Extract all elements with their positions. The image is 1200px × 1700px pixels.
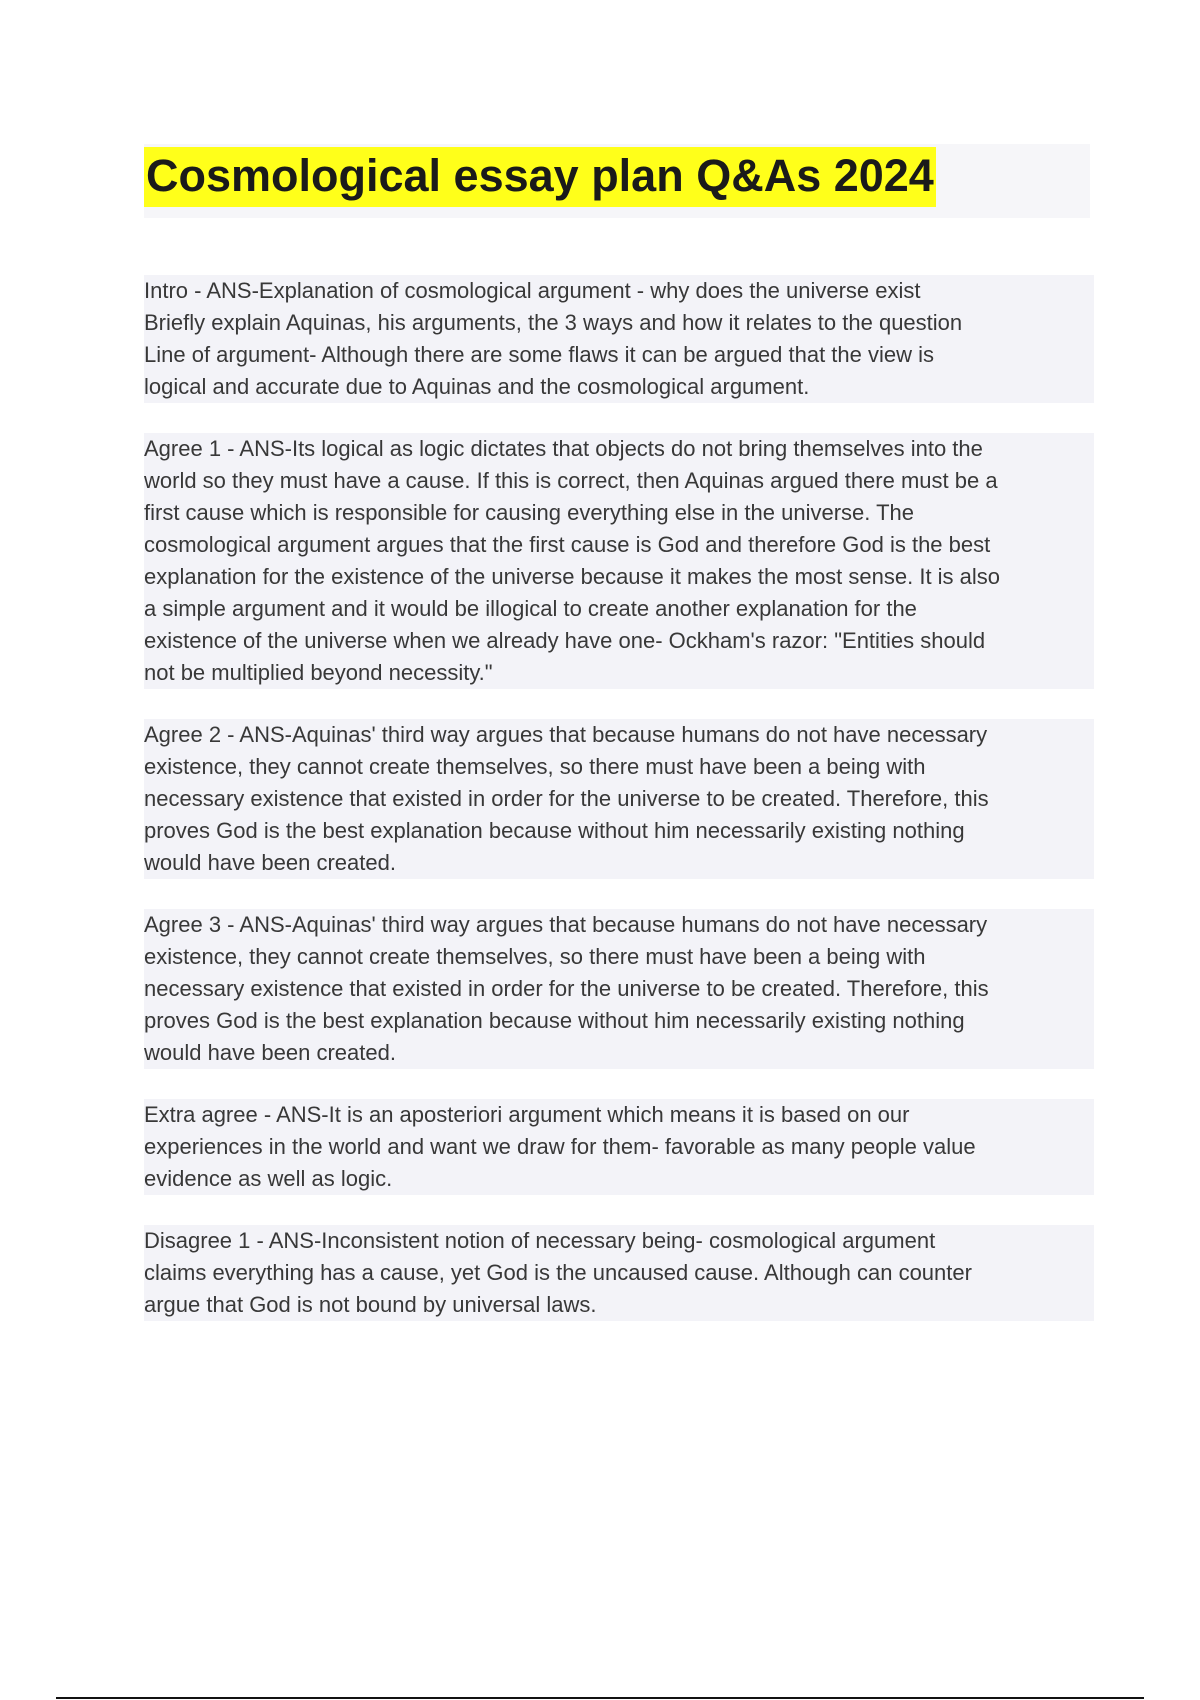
page-bottom-rule	[56, 1697, 1144, 1699]
text-line: existence, they cannot create themselves, so there must have been a being with	[144, 941, 1094, 973]
text-line: argue that God is not bound by universal laws.	[144, 1289, 1094, 1321]
text-line: would have been created.	[144, 847, 1094, 879]
qa-item-intro	[144, 275, 1094, 403]
qa-item-disagree-1	[144, 1225, 1094, 1321]
text-line: not be multiplied beyond necessity."	[144, 657, 1094, 689]
qa-item-agree-1	[144, 433, 1094, 689]
text-line: would have been created.	[144, 1037, 1094, 1069]
text-line: existence of the universe when we already have one- Ockham's razor: "Entities should	[144, 625, 1094, 657]
text-line: cosmological argument argues that the first cause is God and therefore God is the best	[144, 529, 1094, 561]
text-line: necessary existence that existed in order for the universe to be created. Therefore, this	[144, 973, 1094, 1005]
text-line: Extra agree - ANS-It is an aposteriori argument which means it is based on our	[144, 1099, 1094, 1131]
text-line: first cause which is responsible for causing everything else in the universe. The	[144, 497, 1094, 529]
text-line: a simple argument and it would be illogical to create another explanation for the	[144, 593, 1094, 625]
text-line: explanation for the existence of the universe because it makes the most sense. It is also	[144, 561, 1094, 593]
text-line: necessary existence that existed in order for the universe to be created. Therefore, this	[144, 783, 1094, 815]
text-line: proves God is the best explanation because without him necessarily existing nothing	[144, 815, 1094, 847]
text-line: evidence as well as logic.	[144, 1163, 1094, 1195]
document-title: Cosmological essay plan Q&As 2024	[144, 147, 936, 207]
document-body	[144, 275, 1094, 1351]
text-line: Briefly explain Aquinas, his arguments, the 3 ways and how it relates to the question	[144, 307, 1094, 339]
qa-item-agree-2	[144, 719, 1094, 879]
text-line: Agree 2 - ANS-Aquinas' third way argues that because humans do not have necessary	[144, 719, 1094, 751]
text-line: proves God is the best explanation because without him necessarily existing nothing	[144, 1005, 1094, 1037]
text-line: Agree 3 - ANS-Aquinas' third way argues that because humans do not have necessary	[144, 909, 1094, 941]
qa-item-agree-3	[144, 909, 1094, 1069]
text-line: existence, they cannot create themselves, so there must have been a being with	[144, 751, 1094, 783]
qa-item-extra-agree	[144, 1099, 1094, 1195]
text-line: claims everything has a cause, yet God is the uncaused cause. Although can counter	[144, 1257, 1094, 1289]
text-line: world so they must have a cause. If this is correct, then Aquinas argued there must be a	[144, 465, 1094, 497]
text-line: experiences in the world and want we draw for them- favorable as many people value	[144, 1131, 1094, 1163]
text-line: logical and accurate due to Aquinas and the cosmological argument.	[144, 371, 1094, 403]
text-line: Disagree 1 - ANS-Inconsistent notion of necessary being- cosmological argument	[144, 1225, 1094, 1257]
text-line: Line of argument- Although there are some flaws it can be argued that the view is	[144, 339, 1094, 371]
text-line: Intro - ANS-Explanation of cosmological argument - why does the universe exist	[144, 275, 1094, 307]
text-line: Agree 1 - ANS-Its logical as logic dictates that objects do not bring themselves into the	[144, 433, 1094, 465]
